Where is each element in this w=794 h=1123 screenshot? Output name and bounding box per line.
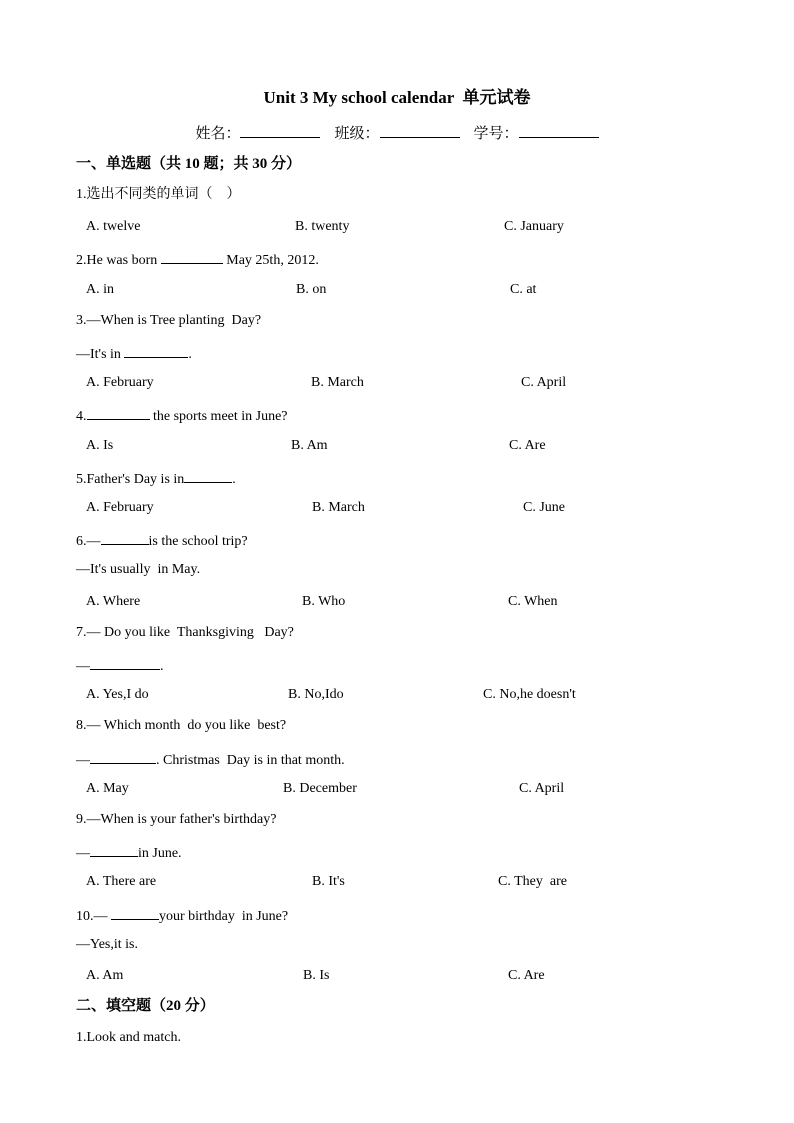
page-title: Unit 3 My school calendar 单元试卷: [263, 88, 531, 107]
q3-answer-post: .: [188, 347, 192, 362]
question-8-stem: 8.— Which month do you like best?: [76, 718, 287, 733]
q8-answer-pre: —: [76, 753, 90, 768]
question-3-stem: 3.—When is Tree planting Day?: [76, 313, 262, 328]
q3-option-c[interactable]: C. April: [521, 375, 567, 390]
q10-text-pre: 10.—: [76, 909, 111, 924]
question-6-answer: —It's usually in May.: [76, 562, 201, 577]
question-3-answer: [76, 345, 192, 362]
q6-option-c[interactable]: C. When: [508, 594, 558, 609]
q9-option-a[interactable]: A. There are: [86, 874, 157, 889]
q6-option-a[interactable]: A. Where: [86, 594, 141, 609]
q7-option-b[interactable]: B. No,Ido: [288, 687, 344, 702]
q5-text-pre: 5.Father's Day is in: [76, 472, 185, 487]
q5-option-c[interactable]: C. June: [523, 500, 565, 515]
q4-text-post: the sports meet in June?: [149, 409, 288, 424]
q10-option-b[interactable]: B. Is: [303, 968, 330, 983]
q7-blank[interactable]: [90, 657, 160, 670]
name-label: 姓名：: [195, 126, 241, 142]
q2-blank[interactable]: [161, 251, 223, 264]
question-7-answer: [76, 657, 164, 674]
q8-option-c[interactable]: C. April: [519, 781, 565, 796]
q7-answer-post: .: [160, 659, 164, 674]
q4-option-c[interactable]: C. Are: [509, 438, 546, 453]
q2-option-a[interactable]: A. in: [86, 282, 114, 297]
q10-option-c[interactable]: C. Are: [508, 968, 545, 983]
q6-text-post: is the school trip?: [148, 534, 248, 549]
q9-option-c[interactable]: C. They are: [498, 874, 567, 889]
id-blank[interactable]: [519, 125, 599, 138]
q2-option-c[interactable]: C. at: [510, 282, 537, 297]
section-heading-2: 二、填空题（20 分）: [76, 998, 215, 1014]
q3-blank[interactable]: [124, 345, 188, 358]
class-label: 班级：: [334, 126, 380, 142]
id-label: 学号：: [473, 126, 519, 142]
q8-option-b[interactable]: B. December: [283, 781, 357, 796]
q3-answer-pre: —It's in: [76, 347, 125, 362]
question-2-stem: [76, 251, 319, 268]
q10-option-a[interactable]: A. Am: [86, 968, 124, 983]
q8-answer-post: . Christmas Day is in that month.: [156, 753, 345, 768]
question-9-answer: [76, 844, 182, 861]
q4-blank[interactable]: [87, 407, 150, 420]
q8-blank[interactable]: [90, 751, 156, 764]
q5-text-post: .: [232, 472, 236, 487]
q6-option-b[interactable]: B. Who: [302, 594, 346, 609]
q9-answer-pre: —: [76, 846, 90, 861]
q6-blank[interactable]: [101, 532, 149, 545]
question-5-stem: [76, 470, 236, 487]
question-9-stem: 9.—When is your father's birthday?: [76, 812, 277, 827]
student-info-row: [0, 125, 794, 142]
q7-option-c[interactable]: C. No,he doesn't: [483, 687, 576, 702]
q9-option-b[interactable]: B. It's: [312, 874, 345, 889]
section-2-question-1: 1.Look and match.: [76, 1030, 181, 1045]
q2-text-post: May 25th, 2012.: [222, 253, 319, 268]
q3-option-b[interactable]: B. March: [311, 375, 364, 390]
q7-option-a[interactable]: A. Yes,I do: [86, 687, 149, 702]
question-6-stem: [76, 532, 248, 549]
q9-blank[interactable]: [90, 844, 138, 857]
q4-option-a[interactable]: A. Is: [86, 438, 114, 453]
name-blank[interactable]: [240, 125, 320, 138]
question-7-stem: 7.— Do you like Thanksgiving Day?: [76, 625, 294, 640]
question-10-answer: —Yes,it is.: [76, 937, 138, 952]
question-10-stem: [76, 907, 288, 924]
q5-blank[interactable]: [184, 470, 232, 483]
q10-text-post: your birthday in June?: [159, 909, 289, 924]
question-1-stem: 1.选出不同类的单词（ ）: [76, 187, 241, 202]
q5-option-b[interactable]: B. March: [312, 500, 365, 515]
question-4-stem: [76, 407, 288, 424]
q4-option-b[interactable]: B. Am: [291, 438, 328, 453]
q4-text-pre: 4.: [76, 409, 87, 424]
q8-option-a[interactable]: A. May: [86, 781, 129, 796]
q6-text-pre: 6.—: [76, 534, 101, 549]
q1-option-a[interactable]: A. twelve: [86, 219, 141, 234]
question-8-answer: [76, 751, 345, 768]
q9-answer-post: in June.: [138, 846, 182, 861]
q10-blank[interactable]: [111, 907, 159, 920]
section-heading-1: 一、单选题（共 10 题；共 30 分）: [76, 156, 302, 172]
q5-option-a[interactable]: A. February: [86, 500, 154, 515]
q3-option-a[interactable]: A. February: [86, 375, 154, 390]
q2-option-b[interactable]: B. on: [296, 282, 327, 297]
q1-option-b[interactable]: B. twenty: [295, 219, 350, 234]
q1-option-c[interactable]: C. January: [504, 219, 564, 234]
q7-answer-pre: —: [76, 659, 90, 674]
class-blank[interactable]: [380, 125, 460, 138]
q2-text-pre: 2.He was born: [76, 253, 161, 268]
